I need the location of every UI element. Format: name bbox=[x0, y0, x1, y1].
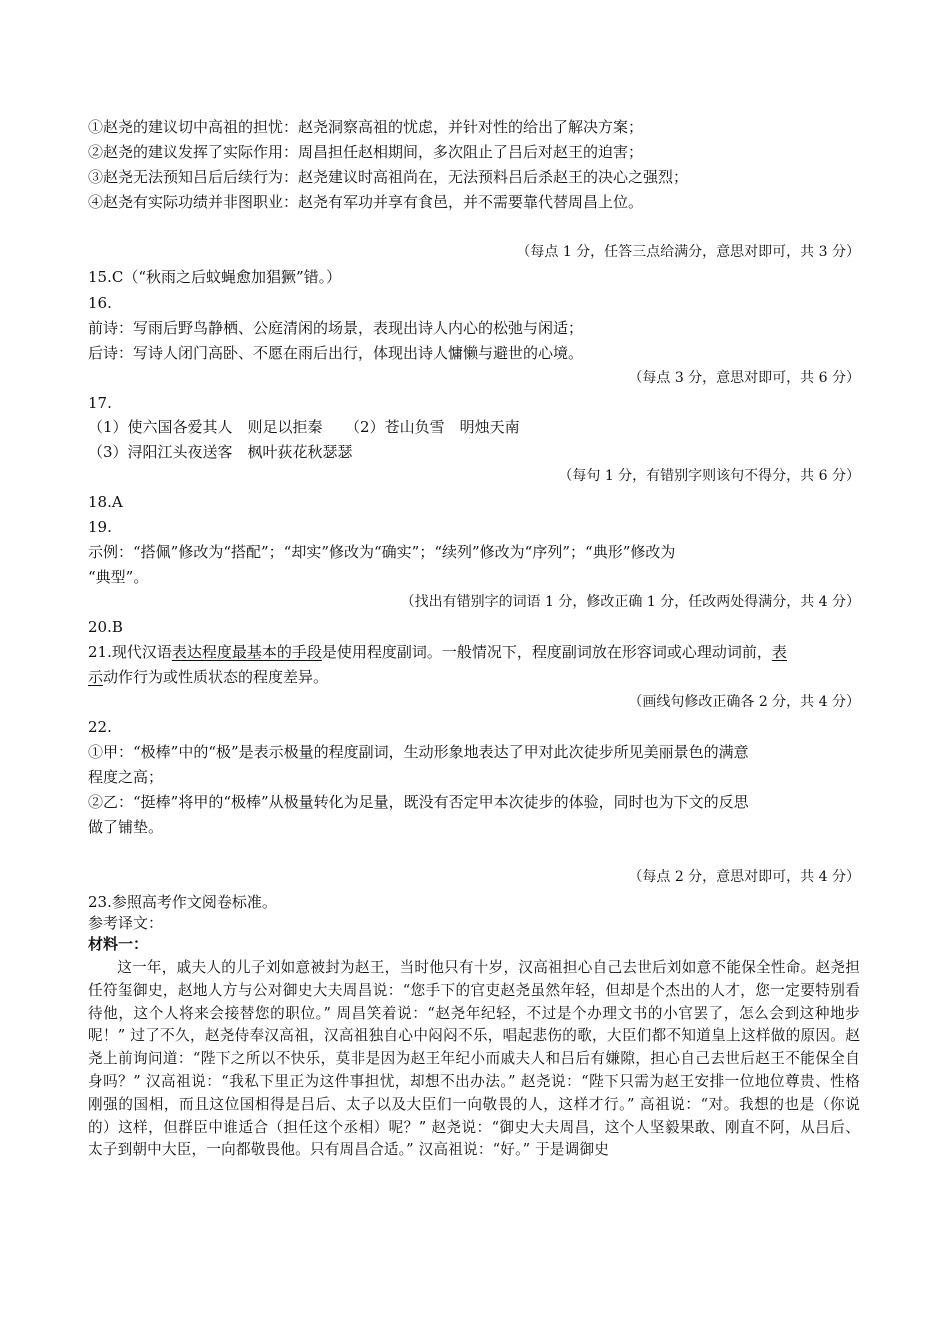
q21-middle: 是使用程度副词。一般情况下，程度副词放在形容词或心理动词前， bbox=[321, 643, 772, 661]
q14-point-1: ①赵尧的建议切中高祖的担忧：赵尧洞察高祖的忧虑，并针对性的给出了解决方案； bbox=[88, 118, 644, 136]
q23-answer: 23.参照高考作文阅卷标准。 bbox=[88, 893, 277, 911]
q22-point-1b: 程度之高； bbox=[88, 768, 164, 786]
q16-back-poem: 后诗：写诗人闭门高卧、不愿在雨后出行，体现出诗人慵懒与避世的心境。 bbox=[88, 344, 584, 362]
q15-answer: 15.C（“秋雨之后蚊蝇愈加猖獗”错。） bbox=[88, 268, 342, 286]
q20-answer: 20.B bbox=[88, 618, 123, 636]
translation-heading: 参考译文： bbox=[88, 914, 164, 932]
q21-underlined-phrase-2a: 表 bbox=[771, 643, 787, 661]
q21-score: （画线句修改正确各 2 分，共 4 分） bbox=[628, 694, 860, 710]
q21-suffix: 动作行为或性质状态的程度差异。 bbox=[103, 668, 329, 686]
q21-underlined-phrase-1: 表达程度最基本的手段 bbox=[171, 643, 322, 661]
q14-point-2: ②赵尧的建议发挥了实际作用：周昌担任赵相期间，多次阻止了吕后对赵王的迫害； bbox=[88, 143, 644, 161]
q21-underlined-phrase-2b: 示 bbox=[88, 668, 104, 686]
q22-point-2a: ②乙：“挺棒”将甲的“极棒”从极量转化为足量，既没有否定甲本次徒步的体验，同时也为下文的反思 bbox=[88, 793, 749, 811]
q16-score: （每点 3 分，意思对即可，共 6 分） bbox=[628, 370, 860, 386]
translation-paragraph: 这一年，戚夫人的儿子刘如意被封为赵王，当时他只有十岁，汉高祖担心自己去世后刘如意不能保全性命。赵尧担任符玺御史，赵地人方与公对御史大夫周昌说：“您手下的官吏赵尧虽然年轻，但却是个杰出的人才，您一定要特别看待他，这个人将来会接替您的职位。” 周昌笑着说：“赵尧年纪轻，不过是个办理文书的小官罢了，怎么会到这种地步呢！” 过了不久，赵尧侍奉汉高祖，汉高祖独自心中闷闷不乐，唱起悲伤的歌，大臣们都不知道皇上这样做的原因。赵尧上前询问道：“陛下之所以不快乐，莫非是因为赵王年纪小而戚夫人和吕后有嫌隙，担心自己去世后赵王不能保全自身吗？” 汉高祖说：“我私下里正为这件事担忧，却想不出办法。” 赵尧说：“陛下只需为赵王安排一位地位尊贵、性格刚强的国相，而且这位国相得是吕后、太子以及大臣们一向敬畏的人，这样才行。” 高祖说：“对。我想的也是（你说的）这样，但群臣中谁适合（担任这个丞相）呢？” 赵尧说：“御史大夫周昌，这个人坚毅果敢、刚直不阿，从吕后、太子到朝中大臣，一向都敬畏他。只有周昌合适。” 汉高祖说：“好。” 于是调御史 bbox=[88, 959, 860, 1159]
q14-score: （每点 1 分，任答三点给满分，意思对即可，共 3 分） bbox=[516, 244, 860, 260]
q22-score: （每点 2 分，意思对即可，共 4 分） bbox=[628, 869, 860, 885]
q14-point-3: ③赵尧无法预知吕后后续行为：赵尧建议时高祖尚在，无法预料吕后杀赵王的决心之强烈； bbox=[88, 168, 689, 186]
q21-prefix: 21.现代汉语 bbox=[88, 643, 172, 661]
q17-score: （每句 1 分，有错别字则该句不得分，共 6 分） bbox=[558, 468, 860, 484]
q17-line-2: （3）浔阳江头夜送客 枫叶荻花秋瑟瑟 bbox=[88, 443, 353, 461]
q16-front-poem: 前诗：写雨后野鸟静栖、公庭清闲的场景，表现出诗人内心的松弛与闲适； bbox=[88, 319, 584, 337]
q22-point-1a: ①甲：“极棒”中的“极”是表示极量的程度副词，生动形象地表达了甲对此次徒步所见美丽景色的满意 bbox=[88, 743, 749, 761]
q16-number: 16. bbox=[88, 294, 112, 312]
q21-line-1 bbox=[88, 641, 860, 663]
q19-number: 19. bbox=[88, 518, 112, 536]
q19-line-2: “典型”。 bbox=[88, 568, 149, 586]
q19-line-1: 示例：“搭佩”修改为“搭配”；“却实”修改为“确实”；“续列”修改为“序列”；“典形”修改为 bbox=[88, 543, 676, 561]
q22-number: 22. bbox=[88, 718, 112, 736]
q18-answer: 18.A bbox=[88, 493, 123, 511]
q22-point-2b: 做了铺垫。 bbox=[88, 818, 164, 836]
q17-number: 17. bbox=[88, 394, 112, 412]
q17-line-1: （1）使六国各爱其人 则足以拒秦 （2）苍山负雪 明烛天南 bbox=[88, 418, 520, 436]
q19-score: （找出有错别字的词语 1 分，修改正确 1 分，任改两处得满分，共 4 分） bbox=[400, 594, 860, 610]
translation-body bbox=[88, 957, 860, 1162]
q21-line-2 bbox=[88, 666, 860, 688]
material-one-title: 材料一： bbox=[88, 935, 149, 953]
q14-point-4: ④赵尧有实际功绩并非图职业：赵尧有军功并享有食邑，并不需要靠代替周昌上位。 bbox=[88, 193, 644, 211]
